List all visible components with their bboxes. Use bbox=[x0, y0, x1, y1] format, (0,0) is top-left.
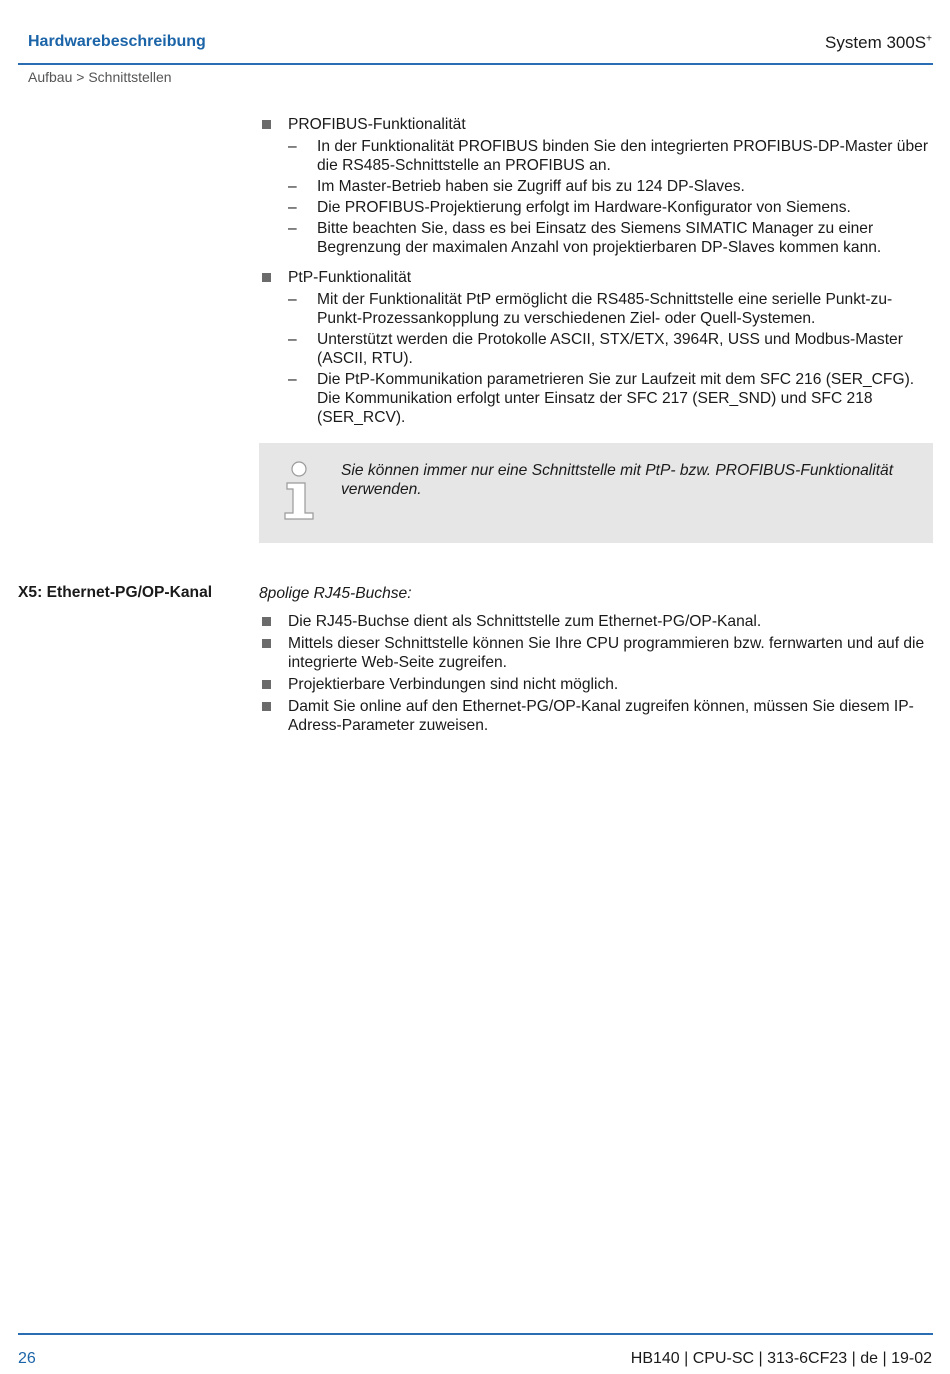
dash-icon: – bbox=[288, 199, 297, 216]
square-bullet-icon bbox=[262, 120, 271, 129]
bullet-text: Die RJ45-Buchse dient als Schnittstelle zum Ethernet-PG/OP-Kanal. bbox=[288, 613, 762, 630]
bullet-label: PROFIBUS-Funktionalität bbox=[288, 116, 466, 133]
section-intro: 8polige RJ45-Buchse: bbox=[259, 585, 412, 602]
page-number: 26 bbox=[18, 1350, 36, 1367]
list-item bbox=[259, 268, 935, 287]
dash-icon: – bbox=[288, 220, 297, 237]
dash-icon: – bbox=[288, 291, 297, 308]
bullet-text: Damit Sie online auf den Ethernet-PG/OP-Kanal zugreifen können, müssen Sie diesem IP-Adress-Parameter zuweisen. bbox=[288, 698, 914, 734]
bullet-text: Projektierbare Verbindungen sind nicht möglich. bbox=[288, 676, 619, 693]
header-rule bbox=[18, 63, 933, 65]
sub-list-text: In der Funktionalität PROFIBUS binden Sie den integrierten PROFIBUS-DP-Master über die RS485-Schnittstelle an PROFIBUS an. bbox=[317, 138, 929, 174]
section-interfaces bbox=[259, 115, 935, 438]
footer-rule bbox=[18, 1333, 933, 1335]
document-reference: HB140 | CPU-SC | 313-6CF23 | de | 19-02 bbox=[630, 1350, 932, 1367]
list-item bbox=[259, 697, 935, 735]
dash-icon: – bbox=[288, 178, 297, 195]
sub-list-item bbox=[259, 370, 935, 427]
sub-list-text: Die PROFIBUS-Projektierung erfolgt im Hardware-Konfigurator von Siemens. bbox=[317, 199, 851, 216]
square-bullet-icon bbox=[262, 639, 271, 648]
sub-list-item bbox=[259, 137, 935, 175]
list-item bbox=[259, 612, 935, 631]
info-note bbox=[259, 443, 933, 543]
header-system-sup: + bbox=[926, 33, 932, 45]
sub-list-text: Die PtP-Kommunikation parametrieren Sie zur Laufzeit mit dem SFC 216 (SER_CFG). Die Kommunikation erfolgt unter Einsatz der SFC 217 (SER_SND) und SFC 218 (SER_RCV). bbox=[317, 371, 915, 426]
sub-list-item bbox=[259, 330, 935, 368]
section-ethernet bbox=[259, 584, 935, 738]
header-system bbox=[825, 33, 932, 53]
sub-list-item bbox=[259, 177, 935, 196]
note-text: Sie können immer nur eine Schnittstelle mit PtP- bzw. PROFIBUS-Funktionalität verwenden. bbox=[341, 462, 894, 498]
sub-list-item bbox=[259, 290, 935, 328]
list-item bbox=[259, 675, 935, 694]
sub-list bbox=[259, 137, 935, 257]
dash-icon: – bbox=[288, 138, 297, 155]
header-title: Hardwarebeschreibung bbox=[28, 33, 206, 50]
sub-list-text: Mit der Funktionalität PtP ermöglicht die RS485-Schnittstelle eine serielle Punkt-zu-Punkt-Prozessankopplung zu verschiedenen Ziel- oder Quell-Systemen. bbox=[317, 291, 893, 327]
section-label: X5: Ethernet-PG/OP-Kanal bbox=[18, 584, 213, 601]
list-item bbox=[259, 115, 935, 134]
header-system-name: System 300S bbox=[825, 33, 927, 52]
square-bullet-icon bbox=[262, 680, 271, 689]
dash-icon: – bbox=[288, 331, 297, 348]
bullet-label: PtP-Funktionalität bbox=[288, 269, 412, 286]
bullet-text: Mittels dieser Schnittstelle können Sie Ihre CPU programmieren bzw. fernwarten und auf die integrierte Web-Seite zugreifen. bbox=[288, 635, 925, 671]
sub-list-item bbox=[259, 219, 935, 257]
breadcrumb: Aufbau > Schnittstellen bbox=[28, 69, 172, 85]
sub-list-item bbox=[259, 198, 935, 217]
square-bullet-icon bbox=[262, 702, 271, 711]
square-bullet-icon bbox=[262, 617, 271, 626]
sub-list bbox=[259, 290, 935, 427]
sub-list-text: Unterstützt werden die Protokolle ASCII, STX/ETX, 3964R, USS und Modbus-Master (ASCII, RTU). bbox=[317, 331, 903, 367]
square-bullet-icon bbox=[262, 273, 271, 282]
info-icon bbox=[283, 461, 317, 521]
sub-list-text: Im Master-Betrieb haben sie Zugriff auf bis zu 124 DP-Slaves. bbox=[317, 178, 745, 195]
dash-icon: – bbox=[288, 371, 297, 388]
sub-list-text: Bitte beachten Sie, dass es bei Einsatz des Siemens SIMATIC Manager zu einer Begrenzung der maximalen Anzahl von projektierbaren DP-Slaves kommen kann. bbox=[317, 220, 882, 256]
list-item bbox=[259, 634, 935, 672]
